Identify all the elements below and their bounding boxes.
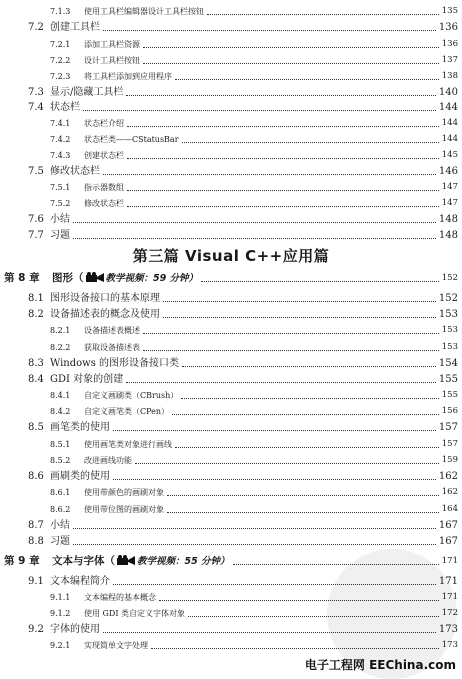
toc-page-number: 147 bbox=[441, 198, 458, 208]
toc-entry-title bbox=[84, 4, 204, 19]
toc-dot-leader bbox=[103, 30, 436, 31]
toc-entry-title-text: 指示器数组 bbox=[84, 183, 124, 192]
toc-entry-title-text: 实现简单文字处理 bbox=[84, 641, 148, 650]
toc-entry-title-text: 使用工具栏编辑器设计工具栏按钮 bbox=[84, 7, 204, 16]
toc-dot-leader bbox=[73, 238, 436, 239]
toc-entry-title bbox=[50, 469, 110, 484]
toc-dot-leader bbox=[127, 190, 439, 191]
toc-page-number: 171 bbox=[441, 556, 458, 566]
toc-dot-leader bbox=[73, 222, 436, 223]
toc-entry-number: 8.4.2 bbox=[50, 407, 71, 416]
toc-entry-number: 8.4.1 bbox=[50, 391, 71, 400]
toc-section-row[interactable] bbox=[0, 20, 462, 35]
toc-dot-leader bbox=[151, 648, 439, 649]
toc-entry-title-text: Windows 的图形设备接口类 bbox=[50, 358, 180, 369]
toc-entry-title bbox=[84, 116, 124, 131]
toc-video-duration: 教学视频：55 分钟） bbox=[137, 556, 230, 567]
toc-subsection-row[interactable] bbox=[0, 590, 462, 605]
toc-entry-title bbox=[50, 356, 179, 371]
toc-entry-title bbox=[50, 420, 110, 435]
toc-entry-number: 9.2 bbox=[28, 624, 44, 635]
toc-entry-number: 9.2.1 bbox=[50, 641, 71, 650]
toc-entry-title-text: 修改状态栏 bbox=[84, 199, 124, 208]
toc-page-number: 154 bbox=[438, 358, 458, 369]
toc-dot-leader bbox=[182, 142, 439, 143]
toc-entry-title-text: 小结 bbox=[50, 520, 70, 531]
toc-page-number: 152 bbox=[441, 273, 458, 283]
toc-entry-title bbox=[50, 574, 110, 589]
toc-page-number: 140 bbox=[438, 87, 458, 98]
toc-page-number: 153 bbox=[441, 325, 458, 335]
toc-page-number: 148 bbox=[438, 214, 458, 225]
toc-dot-leader bbox=[167, 512, 439, 513]
toc-dot-leader bbox=[126, 382, 436, 383]
toc-page-number: 156 bbox=[441, 406, 458, 416]
toc-page-number: 152 bbox=[438, 293, 458, 304]
toc-subsection-row[interactable] bbox=[0, 485, 462, 500]
toc-subsection-row[interactable] bbox=[0, 437, 462, 452]
toc-section-row[interactable] bbox=[0, 100, 462, 115]
toc-entry-title bbox=[84, 37, 140, 52]
toc-subsection-row[interactable] bbox=[0, 148, 462, 163]
toc-page-number: 173 bbox=[438, 624, 458, 635]
toc-entry-title bbox=[84, 638, 148, 653]
toc-subsection-row[interactable] bbox=[0, 388, 462, 403]
toc-entry-number: 8.4 bbox=[28, 374, 44, 385]
toc-entry-number: 8.3 bbox=[28, 358, 44, 369]
toc-entry-number: 7.4.1 bbox=[50, 119, 71, 128]
toc-section-row[interactable] bbox=[0, 228, 462, 243]
toc-entry-title bbox=[50, 534, 70, 549]
toc-dot-leader bbox=[143, 63, 439, 64]
toc-subsection-row[interactable] bbox=[0, 53, 462, 68]
toc-page-number: 164 bbox=[441, 504, 458, 514]
toc-dot-leader bbox=[127, 206, 439, 207]
toc-entry-title bbox=[84, 53, 140, 68]
toc-entry-title bbox=[84, 340, 140, 355]
toc-entry-number: 8.5 bbox=[28, 422, 44, 433]
toc-entry-title bbox=[50, 372, 123, 387]
toc-entry-title bbox=[84, 180, 124, 195]
toc-page-number: 136 bbox=[438, 22, 458, 33]
toc-page-number: 137 bbox=[441, 55, 458, 65]
toc-dot-leader bbox=[113, 584, 436, 585]
toc-entry-title-text: 图形设备接口的基本原理 bbox=[50, 293, 160, 304]
toc-entry-title bbox=[50, 518, 70, 533]
toc-entry-title bbox=[50, 622, 100, 637]
toc-video-duration: 教学视频：59 分钟） bbox=[105, 273, 199, 284]
toc-dot-leader bbox=[163, 301, 436, 302]
toc-entry-title bbox=[84, 148, 124, 163]
toc-entry-title-text: 显示/隐藏工具栏 bbox=[50, 87, 124, 98]
toc-entry-title bbox=[50, 212, 70, 227]
toc-entry-title bbox=[50, 20, 100, 35]
toc-entry-number: 8.6 bbox=[28, 471, 44, 482]
toc-entry-title-text: 添加工具栏资源 bbox=[84, 40, 140, 49]
toc-entry-title bbox=[84, 437, 172, 452]
toc-section-row[interactable] bbox=[0, 356, 462, 371]
toc-page-number: 144 bbox=[441, 118, 458, 128]
toc-dot-leader bbox=[159, 600, 439, 601]
toc-subsection-row[interactable] bbox=[0, 323, 462, 338]
toc-entry-number: 7.2.1 bbox=[50, 40, 71, 49]
toc-section-row[interactable] bbox=[0, 85, 462, 100]
toc-entry-title-text: 创建状态栏 bbox=[84, 151, 124, 160]
toc-entry-title-text: 文本编程的基本概念 bbox=[84, 593, 156, 602]
toc-section-row[interactable] bbox=[0, 307, 462, 322]
toc-dot-leader bbox=[188, 616, 439, 617]
toc-page-number: 153 bbox=[438, 309, 458, 320]
toc-subsection-row[interactable] bbox=[0, 340, 462, 355]
toc-entry-title-text: 习题 bbox=[50, 230, 70, 241]
toc-entry-title bbox=[84, 606, 185, 621]
toc-entry-title-text: 创建工具栏 bbox=[50, 22, 100, 33]
toc-entry-title-text: 使用带颜色的画刷对象 bbox=[84, 488, 164, 497]
toc-page-number: 135 bbox=[441, 6, 458, 16]
toc-entry-title-text: 小结 bbox=[50, 214, 70, 225]
toc-section-row[interactable] bbox=[0, 574, 462, 589]
toc-entry-title bbox=[84, 590, 156, 605]
toc-dot-leader bbox=[172, 414, 439, 415]
toc-entry-title-text: 状态栏类——CStatusBar bbox=[84, 135, 179, 144]
toc-entry-title bbox=[84, 196, 124, 211]
toc-entry-title-text: 将工具栏添加到应用程序 bbox=[84, 72, 172, 81]
toc-entry-number: 7.4.3 bbox=[50, 151, 71, 160]
toc-dot-leader bbox=[167, 495, 439, 496]
toc-entry-number: 第 9 章 bbox=[4, 555, 40, 567]
toc-subsection-row[interactable] bbox=[0, 180, 462, 195]
toc-dot-leader bbox=[182, 366, 436, 367]
toc-entry-number: 9.1.1 bbox=[50, 593, 71, 602]
toc-subsection-row[interactable] bbox=[0, 116, 462, 131]
toc-page-number: 171 bbox=[441, 592, 458, 602]
toc-page-number: 167 bbox=[438, 520, 458, 531]
toc-entry-title-text: 画笔类的使用 bbox=[50, 422, 110, 433]
toc-entry-number: 7.2.2 bbox=[50, 56, 71, 65]
toc-dot-leader bbox=[143, 350, 439, 351]
toc-entry-title-text: 设计工具栏按钮 bbox=[84, 56, 140, 65]
toc-entry-title-text: 文本与字体（ bbox=[52, 555, 115, 567]
toc-page-number: 138 bbox=[441, 71, 458, 81]
toc-page-number: 171 bbox=[438, 576, 458, 587]
toc-section-row[interactable] bbox=[0, 291, 462, 306]
toc-section-row[interactable] bbox=[0, 622, 462, 637]
toc-entry-number: 7.5.1 bbox=[50, 183, 71, 192]
toc-entry-title-text: 使用 GDI 类自定义字体对象 bbox=[84, 609, 186, 618]
toc-entry-number: 7.5.2 bbox=[50, 199, 71, 208]
toc-page-number: 145 bbox=[441, 150, 458, 160]
toc-entry-title bbox=[52, 554, 230, 569]
toc-page-number: 157 bbox=[441, 439, 458, 449]
toc-entry-number: 7.3 bbox=[28, 87, 44, 98]
toc-page-number: 167 bbox=[438, 536, 458, 547]
video-camera-icon bbox=[115, 555, 137, 567]
toc-page-number: 153 bbox=[441, 342, 458, 352]
footer-watermark-text: 电子工程网 EEChina.com bbox=[304, 658, 456, 672]
toc-dot-leader bbox=[135, 463, 439, 464]
toc-entry-number: 7.4.2 bbox=[50, 135, 71, 144]
toc-entry-number: 8.8 bbox=[28, 536, 44, 547]
toc-entry-number: 8.2.2 bbox=[50, 343, 71, 352]
toc-entry-title bbox=[84, 502, 164, 517]
toc-entry-title-text: 使用画笔类对象进行画线 bbox=[84, 440, 172, 449]
toc-entry-number: 8.2.1 bbox=[50, 326, 71, 335]
toc-entry-title bbox=[84, 485, 164, 500]
toc-page-number: 172 bbox=[441, 608, 458, 618]
toc-entry-number: 7.6 bbox=[28, 214, 44, 225]
toc-section-row[interactable] bbox=[0, 534, 462, 549]
toc-entry-title bbox=[84, 404, 169, 419]
toc-dot-leader bbox=[113, 479, 436, 480]
toc-entry-number: 8.5.1 bbox=[50, 440, 71, 449]
toc-entry-number: 7.2.3 bbox=[50, 72, 71, 81]
toc-entry-number: 9.1 bbox=[28, 576, 44, 587]
toc-entry-title bbox=[84, 453, 132, 468]
toc-entry-title-text: 自定义画笔类（CPen） bbox=[84, 407, 170, 416]
toc-entry-number: 7.5 bbox=[28, 166, 44, 177]
toc-entry-title-text: 习题 bbox=[50, 536, 70, 547]
toc-entry-title-text: 画刷类的使用 bbox=[50, 471, 110, 482]
toc-section-row[interactable] bbox=[0, 372, 462, 387]
toc-entry-number: 7.7 bbox=[28, 230, 44, 241]
toc-entry-title bbox=[84, 69, 172, 84]
toc-dot-leader bbox=[207, 14, 439, 15]
toc-entry-number: 7.1.3 bbox=[50, 7, 71, 16]
toc-entry-title bbox=[50, 307, 160, 322]
toc-entry-title-text: 图形（ bbox=[52, 272, 84, 284]
toc-entry-title-text: 设备描述表概述 bbox=[84, 326, 140, 335]
toc-entry-title bbox=[50, 228, 70, 243]
toc-subsection-row[interactable] bbox=[0, 69, 462, 84]
toc-subsection-row[interactable] bbox=[0, 37, 462, 52]
toc-entry-number: 8.2 bbox=[28, 309, 44, 320]
toc-section-row[interactable] bbox=[0, 212, 462, 227]
toc-page-number: 173 bbox=[441, 640, 458, 650]
toc-entry-number: 7.2 bbox=[28, 22, 44, 33]
toc-chapter-row[interactable] bbox=[0, 554, 462, 569]
toc-page-number: 155 bbox=[438, 374, 458, 385]
toc-entry-number: 8.5.2 bbox=[50, 456, 71, 465]
toc-subsection-row[interactable] bbox=[0, 196, 462, 211]
toc-dot-leader bbox=[103, 632, 436, 633]
toc-entry-title bbox=[52, 271, 198, 286]
toc-entry-title-text: 文本编程简介 bbox=[50, 576, 110, 587]
toc-subsection-row[interactable] bbox=[0, 502, 462, 517]
toc-subsection-row[interactable] bbox=[0, 453, 462, 468]
toc-entry-title-text: 自定义画刷类（CBrush） bbox=[84, 391, 179, 400]
toc-dot-leader bbox=[127, 126, 439, 127]
toc-entry-title-text: 状态栏 bbox=[50, 102, 80, 113]
toc-entry-number: 8.6.2 bbox=[50, 505, 71, 514]
toc-page-number: 146 bbox=[438, 166, 458, 177]
toc-entry-title-text: GDI 对象的创建 bbox=[50, 374, 124, 385]
toc-entry-title bbox=[50, 85, 123, 100]
toc-section-row[interactable] bbox=[0, 469, 462, 484]
toc-subsection-row[interactable] bbox=[0, 132, 462, 147]
toc-section-row[interactable] bbox=[0, 164, 462, 179]
toc-dot-leader bbox=[73, 528, 436, 529]
toc-page-number: 159 bbox=[441, 455, 458, 465]
toc-dot-leader bbox=[201, 281, 439, 282]
toc-section-row[interactable] bbox=[0, 420, 462, 435]
toc-dot-leader bbox=[175, 447, 439, 448]
toc-dot-leader bbox=[126, 95, 436, 96]
toc-entry-number: 9.1.2 bbox=[50, 609, 71, 618]
toc-entry-title-text: 字体的使用 bbox=[50, 624, 100, 635]
toc-dot-leader bbox=[181, 398, 439, 399]
toc-entry-number: 8.1 bbox=[28, 293, 44, 304]
toc-page-number: 136 bbox=[441, 39, 458, 49]
toc-entry-number: 第 8 章 bbox=[4, 272, 40, 284]
toc-page-number: 144 bbox=[441, 134, 458, 144]
toc-subsection-row[interactable] bbox=[0, 4, 462, 19]
toc-dot-leader bbox=[143, 47, 439, 48]
toc-section-row[interactable] bbox=[0, 518, 462, 533]
toc-dot-leader bbox=[103, 174, 436, 175]
toc-page-number: 148 bbox=[438, 230, 458, 241]
toc-dot-leader bbox=[127, 158, 439, 159]
toc-chapter-row[interactable] bbox=[0, 271, 462, 286]
toc-entry-title bbox=[50, 164, 100, 179]
toc-entry-title-text: 改进画线功能 bbox=[84, 456, 132, 465]
toc-dot-leader bbox=[163, 317, 436, 318]
toc-page-number: 147 bbox=[441, 182, 458, 192]
toc-dot-leader bbox=[233, 564, 439, 565]
toc-page-number: 162 bbox=[438, 471, 458, 482]
toc-entry-title bbox=[84, 132, 179, 147]
toc-entry-title bbox=[50, 291, 160, 306]
toc-entry-title bbox=[50, 100, 80, 115]
toc-subsection-row[interactable] bbox=[0, 404, 462, 419]
toc-dot-leader bbox=[73, 544, 436, 545]
toc-dot-leader bbox=[143, 333, 439, 334]
part-heading: 第三篇 Visual C++应用篇 bbox=[132, 247, 330, 265]
toc-entry-title bbox=[84, 323, 140, 338]
toc-page-number: 157 bbox=[438, 422, 458, 433]
toc-page-number: 162 bbox=[441, 487, 458, 497]
toc-dot-leader bbox=[83, 110, 436, 111]
toc-entry-title-text: 状态栏介绍 bbox=[84, 119, 124, 128]
toc-dot-leader bbox=[113, 430, 436, 431]
toc-entry-number: 8.7 bbox=[28, 520, 44, 531]
toc-subsection-row[interactable] bbox=[0, 606, 462, 621]
toc-entry-title-text: 使用带位图的画刷对象 bbox=[84, 505, 164, 514]
toc-dot-leader bbox=[175, 79, 439, 80]
toc-subsection-row[interactable] bbox=[0, 638, 462, 653]
toc-entry-number: 8.6.1 bbox=[50, 488, 71, 497]
toc-entry-title-text: 修改状态栏 bbox=[50, 166, 100, 177]
toc-entry-title-text: 获取设备描述表 bbox=[84, 343, 140, 352]
toc-entry-title-text: 设备描述表的概念及使用 bbox=[50, 309, 160, 320]
video-camera-icon bbox=[84, 272, 106, 284]
toc-page-number: 144 bbox=[438, 102, 458, 113]
toc-entry-number: 7.4 bbox=[28, 102, 44, 113]
toc-page-number: 155 bbox=[441, 390, 458, 400]
toc-entry-title bbox=[84, 388, 178, 403]
